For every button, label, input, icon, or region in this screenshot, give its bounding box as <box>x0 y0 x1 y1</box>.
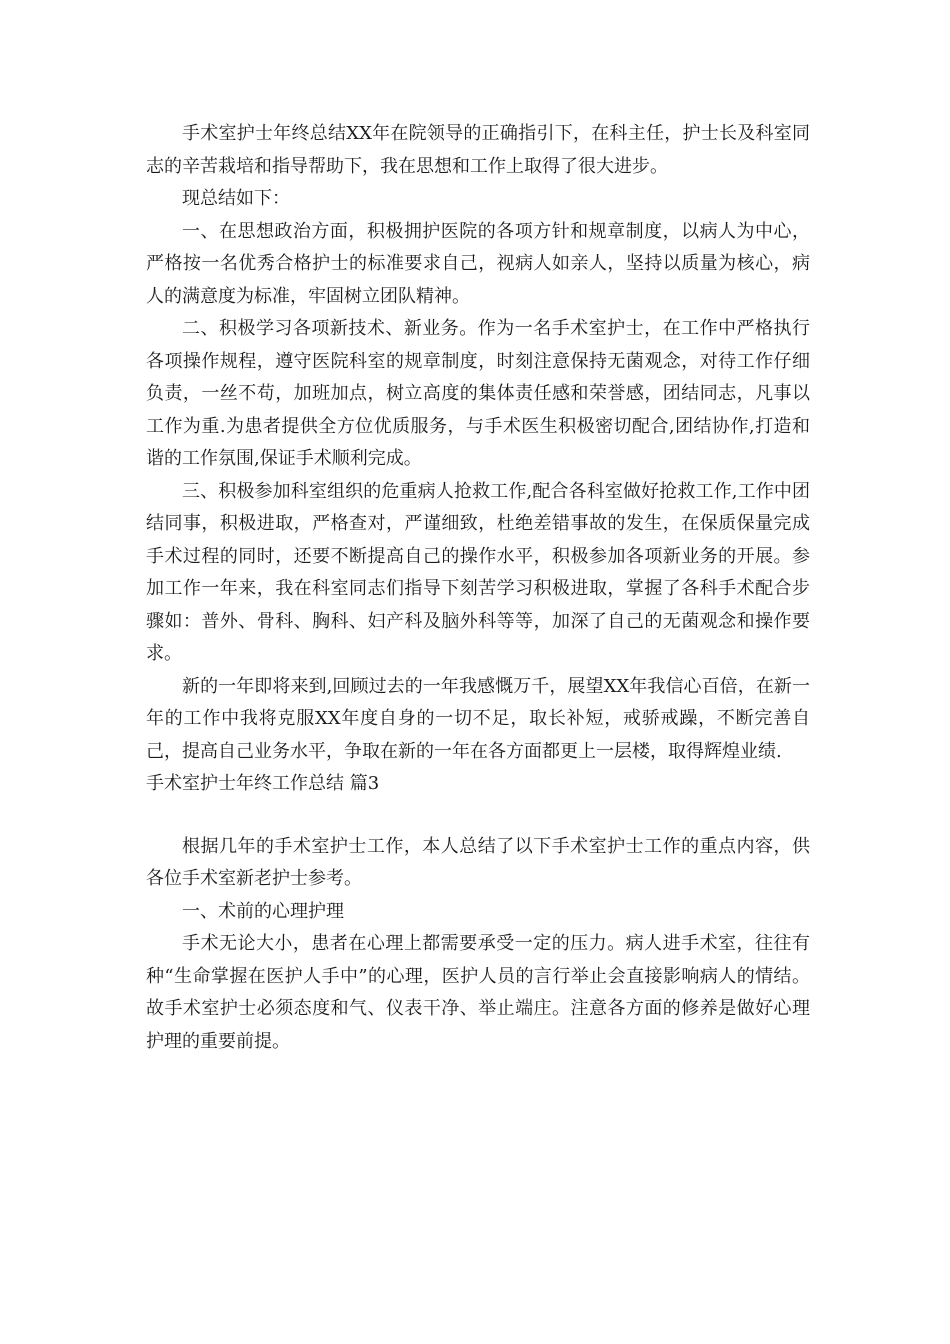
paragraph-overview: 根据几年的手术室护士工作，本人总结了以下手术室护士工作的重点内容，供各位手术室新老护士参考。 <box>146 835 810 889</box>
section-heading: 手术室护士年终工作总结 篇3 <box>146 773 380 794</box>
paragraph-subheading: 一、术前的心理护理 <box>182 900 344 922</box>
section-spacer <box>146 801 810 831</box>
paragraph-rescue: 三、积极参加科室组织的危重病人抢救工作,配合各科室做好抢救工作,工作中团结同事，积极进取，严格查对，严谨细致，杜绝差错事故的发生，在保质保量完成手术过程的同时，还要不断提高自己的操作水平，积极参加各项新业务的开展。参加工作一年来，我在科室同志们指导下刻苦学习积极进取，掌握了各科手术配合步骤如：普外、骨科、胸科、妇产科及脑外科等等，加深了自己的无菌观念和操作要求。 <box>146 480 810 664</box>
paragraph-new-year: 新的一年即将来到,回顾过去的一年我感慨万千，展望XX年我信心百倍，在新一年的工作中我将克服XX年度自身的一切不足，取长补短，戒骄戒躁，不断完善自己，提高自己业务水平，争取在新的一年在各方面都更上一层楼，取得辉煌业绩. <box>146 675 810 762</box>
paragraph-political: 一、在思想政治方面，积极拥护医院的各项方针和规章制度，以病人为中心，严格按一名优秀合格护士的标准要求自己，视病人如亲人，坚持以质量为核心，病人的满意度为标准，牢固树立团队精神。 <box>146 220 810 307</box>
paragraph-psychology: 手术无论大小，患者在心理上都需要承受一定的压力。病人进手术室，往往有种“生命掌握在医护人手中”的心理，医护人员的言行举止会直接影响病人的情结。故手术室护士必须态度和气、仪表干净、举止端庄。注意各方面的修养是做好心理护理的重要前提。 <box>146 933 810 1052</box>
paragraph-learning: 二、积极学习各项新技术、新业务。作为一名手术室护士，在工作中严格执行各项操作规程，遵守医院科室的规章制度，时刻注意保持无菌观念，对待工作仔细负责，一丝不苟，加班加点，树立高度的集体责任感和荣誉感，团结同志，凡事以工作为重.为患者提供全方位优质服务，与手术医生积极密切配合,团结协作,打造和谐的工作氛围,保证手术顺利完成。 <box>146 318 810 469</box>
paragraph-summary-lead: 现总结如下： <box>182 188 290 209</box>
document-body <box>146 118 810 1058</box>
paragraph-intro: 手术室护士年终总结XX年在院领导的正确指引下，在科主任，护士长及科室同志的辛苦栽培和指导帮助下，我在思想和工作上取得了很大进步。 <box>146 123 810 177</box>
